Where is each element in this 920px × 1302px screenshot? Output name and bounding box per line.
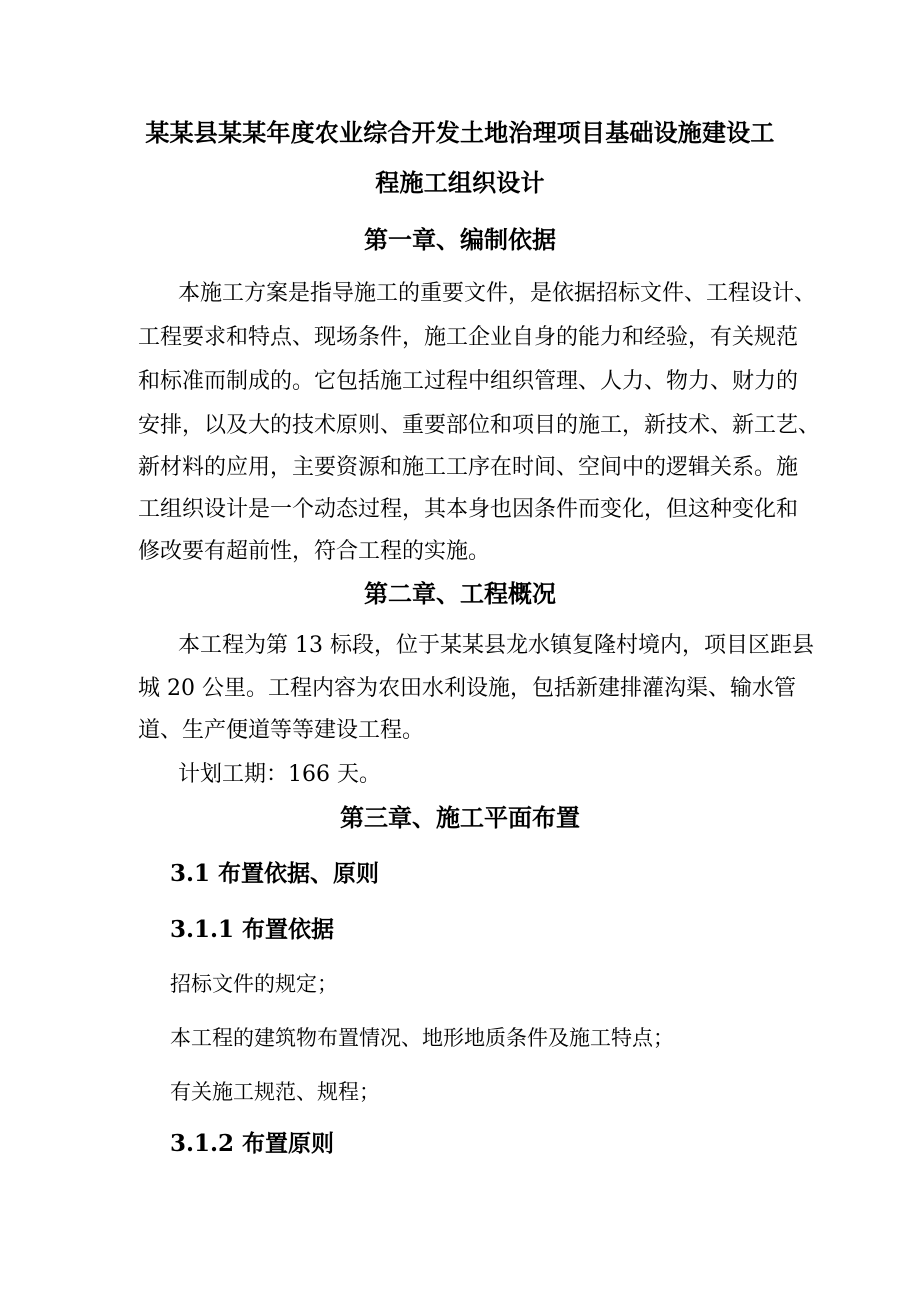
paragraph-line: 工组织设计是一个动态过程，其本身也因条件而变化，但这种变化和 [138,497,799,522]
chapter3-heading: 第三章、施工平面布置 [340,803,580,832]
section-3-1-heading: 3.1 布置依据、原则 [170,860,380,887]
paragraph-line: 城 20 公里。工程内容为农田水利设施，包括新建排灌沟渠、输水管 [138,676,796,701]
paragraph-line: 道、生产便道等等建设工程。 [138,718,425,743]
paragraph-line: 本施工方案是指导施工的重要文件，是依据招标文件、工程设计、 [178,281,817,306]
document-title-line2: 程施工组织设计 [375,168,545,197]
paragraph-line: 修改要有超前性，符合工程的实施。 [138,539,491,564]
list-item: 招标文件的规定； [170,972,338,996]
chapter2-heading: 第二章、工程概况 [364,579,556,608]
paragraph-line: 工程要求和特点、现场条件，施工企业自身的能力和经验，有关规范 [138,325,799,350]
list-item: 有关施工规范、规程； [170,1080,380,1104]
paragraph-line: 新材料的应用，主要资源和施工工序在时间、空间中的逻辑关系。施 [138,455,799,480]
section-3-1-1-heading: 3.1.1 布置依据 [170,916,335,943]
schedule-line: 计划工期：166 天。 [178,762,381,787]
document-title-line1: 某某县某某年度农业综合开发土地治理项目基础设施建设工 [145,118,775,147]
paragraph-line: 安排，以及大的技术原则、重要部位和项目的施工，新技术、新工艺、 [138,413,821,438]
list-item: 本工程的建筑物布置情况、地形地质条件及施工特点； [170,1026,674,1050]
paragraph-line: 本工程为第 13 标段，位于某某县龙水镇复隆村境内，项目区距县 [178,633,814,658]
section-3-1-2-heading: 3.1.2 布置原则 [170,1130,335,1157]
chapter1-heading: 第一章、编制依据 [364,225,556,254]
paragraph-line: 和标准而制成的。它包括施工过程中组织管理、人力、物力、财力的 [138,369,799,394]
